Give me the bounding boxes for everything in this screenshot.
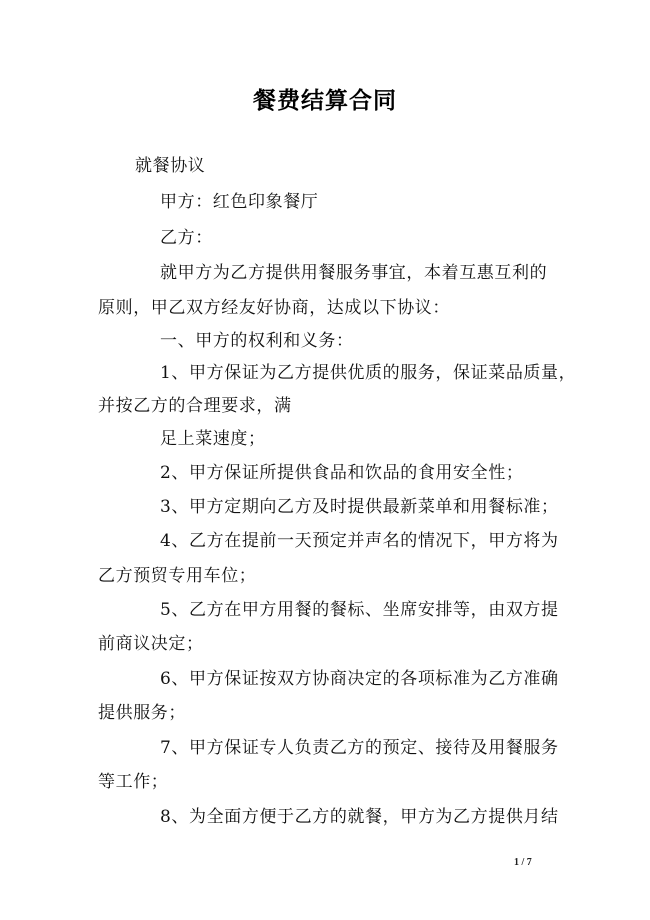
- text-line: 并按乙方的合理要求，满: [98, 396, 292, 416]
- text-line: 7、甲方保证专人负责乙方的预定、接待及用餐服务: [160, 738, 559, 758]
- section-heading: 一、甲方的权利和义务：: [160, 331, 354, 351]
- text-line: 2、甲方保证所提供食品和饮品的食用安全性；: [160, 463, 524, 483]
- document-title: 餐费结算合同: [253, 87, 397, 114]
- text-line: 6、甲方保证按双方协商决定的各项标准为乙方准确: [160, 669, 559, 689]
- text-line: 乙方：: [160, 228, 213, 248]
- text-line: 就餐协议: [135, 156, 206, 176]
- text-line: 前商议决定；: [98, 634, 204, 654]
- text-line: 足上菜速度；: [160, 429, 266, 449]
- text-line: 1、甲方保证为乙方提供优质的服务，保证菜品质量，: [160, 363, 577, 383]
- text-line: 等工作；: [98, 772, 169, 792]
- text-line: 就甲方为乙方提供用餐服务事宜，本着互惠互利的: [160, 263, 548, 283]
- text-line: 乙方预贸专用车位；: [98, 566, 257, 586]
- text-line: 原则，甲乙双方经友好协商，达成以下协议：: [98, 298, 450, 318]
- text-line: 3、甲方定期向乙方及时提供最新菜单和用餐标准；: [160, 497, 559, 517]
- text-line: 4、乙方在提前一天预定并声名的情况下，甲方将为: [160, 531, 559, 551]
- text-line: 5、乙方在甲方用餐的餐标、坐席安排等，由双方提: [160, 600, 559, 620]
- text-line: 提供服务；: [98, 703, 186, 723]
- text-line: 8、为全面方便于乙方的就餐，甲方为乙方提供月结: [160, 807, 559, 827]
- text-line: 甲方：红色印象餐厅: [160, 192, 319, 212]
- page-number: 1 / 7: [514, 857, 532, 868]
